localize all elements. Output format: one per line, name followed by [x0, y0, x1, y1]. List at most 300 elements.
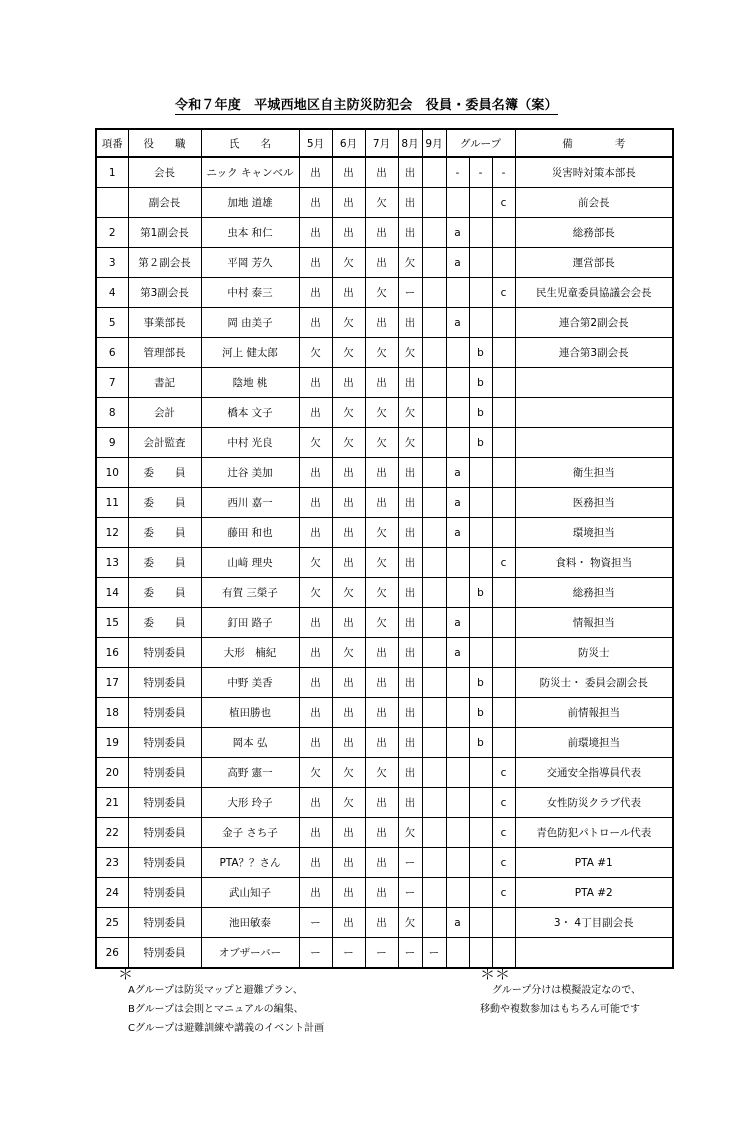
cell-july: 欠: [365, 278, 398, 308]
cell-august: 出: [398, 218, 422, 248]
cell-group-b: b: [469, 698, 492, 728]
cell-june: 出: [332, 157, 365, 188]
cell-group-b: [469, 818, 492, 848]
table-row: [96, 698, 673, 728]
cell-role: 委 員: [128, 608, 201, 638]
cell-june: 出: [332, 848, 365, 878]
cell-group-c: [492, 698, 515, 728]
cell-june: 出: [332, 608, 365, 638]
cell-june: 欠: [332, 638, 365, 668]
header-note: 備 考: [515, 129, 673, 157]
cell-june: 出: [332, 218, 365, 248]
cell-group-b: [469, 458, 492, 488]
cell-september: [422, 848, 446, 878]
cell-no: 25: [96, 908, 128, 938]
cell-name: 大形 玲子: [201, 788, 299, 818]
cell-group-a: a: [446, 908, 469, 938]
cell-june: 出: [332, 458, 365, 488]
table-row: [96, 548, 673, 578]
cell-june: ー: [332, 938, 365, 969]
cell-may: 出: [299, 218, 332, 248]
table-row: [96, 518, 673, 548]
cell-name: 中村 光良: [201, 428, 299, 458]
cell-may: 出: [299, 848, 332, 878]
cell-name: 有賀 三榮子: [201, 578, 299, 608]
cell-july: ー: [365, 938, 398, 969]
cell-role: 副会長: [128, 188, 201, 218]
cell-group-c: c: [492, 278, 515, 308]
cell-group-c: [492, 488, 515, 518]
cell-no: 3: [96, 248, 128, 278]
cell-june: 出: [332, 368, 365, 398]
cell-name: 中村 泰三: [201, 278, 299, 308]
cell-group-a: [446, 938, 469, 969]
cell-may: 欠: [299, 548, 332, 578]
cell-note: 連合第2副会長: [515, 308, 673, 338]
cell-group-c: [492, 608, 515, 638]
table-row: [96, 157, 673, 188]
cell-group-c: [492, 338, 515, 368]
cell-no: 20: [96, 758, 128, 788]
cell-group-b: [469, 938, 492, 969]
cell-group-b: [469, 518, 492, 548]
cell-september: [422, 788, 446, 818]
table-row: [96, 308, 673, 338]
cell-august: 出: [398, 728, 422, 758]
cell-no: 22: [96, 818, 128, 848]
cell-role: 特別委員: [128, 878, 201, 908]
cell-may: 出: [299, 368, 332, 398]
cell-june: 出: [332, 518, 365, 548]
cell-no: 14: [96, 578, 128, 608]
cell-june: 欠: [332, 578, 365, 608]
cell-note: 交通安全指導員代表: [515, 758, 673, 788]
cell-may: 出: [299, 188, 332, 218]
cell-august: 出: [398, 188, 422, 218]
header-name: 氏 名: [201, 129, 299, 157]
cell-group-b: [469, 908, 492, 938]
table-row: [96, 248, 673, 278]
cell-group-b: b: [469, 668, 492, 698]
table-row: [96, 278, 673, 308]
cell-name: 金子 さち子: [201, 818, 299, 848]
cell-september: [422, 398, 446, 428]
cell-role: 特別委員: [128, 668, 201, 698]
cell-no: 9: [96, 428, 128, 458]
cell-may: 出: [299, 668, 332, 698]
cell-september: [422, 338, 446, 368]
cell-note: 食料・ 物資担当: [515, 548, 673, 578]
cell-group-c: [492, 248, 515, 278]
cell-no: 15: [96, 608, 128, 638]
cell-september: [422, 188, 446, 218]
cell-no: 1: [96, 157, 128, 188]
cell-group-b: b: [469, 428, 492, 458]
cell-group-b: b: [469, 398, 492, 428]
cell-group-c: c: [492, 788, 515, 818]
cell-may: 出: [299, 638, 332, 668]
cell-group-c: [492, 578, 515, 608]
table-row: [96, 908, 673, 938]
cell-august: 出: [398, 608, 422, 638]
cell-group-c: c: [492, 878, 515, 908]
cell-name: 高野 憲一: [201, 758, 299, 788]
cell-may: 出: [299, 818, 332, 848]
note-line-1: グループ分けは模擬設定なので、: [492, 985, 641, 996]
cell-may: 欠: [299, 758, 332, 788]
cell-may: 出: [299, 308, 332, 338]
cell-september: [422, 908, 446, 938]
cell-role: 書記: [128, 368, 201, 398]
cell-note: [515, 368, 673, 398]
cell-group-a: a: [446, 248, 469, 278]
cell-group-c: [492, 728, 515, 758]
cell-july: 欠: [365, 608, 398, 638]
cell-role: 特別委員: [128, 638, 201, 668]
cell-august: 出: [398, 458, 422, 488]
header-group: グループ: [446, 129, 515, 157]
page-title: 令和７年度 平城西地区自主防災防犯会 役員・委員名簿（案）: [175, 94, 558, 115]
cell-august: 出: [398, 788, 422, 818]
cell-group-b: [469, 608, 492, 638]
notes-right: [480, 967, 641, 1019]
cell-role: 特別委員: [128, 848, 201, 878]
cell-role: 委 員: [128, 458, 201, 488]
cell-role: 特別委員: [128, 908, 201, 938]
cell-group-b: b: [469, 368, 492, 398]
cell-group-b: -: [469, 157, 492, 188]
cell-note: 民生児童委員協議会会長: [515, 278, 673, 308]
header-role: 役 職: [128, 129, 201, 157]
cell-note: 前環境担当: [515, 728, 673, 758]
cell-july: 出: [365, 818, 398, 848]
cell-name: 西川 嘉一: [201, 488, 299, 518]
cell-group-c: c: [492, 758, 515, 788]
cell-note: 医務担当: [515, 488, 673, 518]
cell-group-a: [446, 428, 469, 458]
cell-september: ー: [422, 938, 446, 969]
cell-role: 特別委員: [128, 938, 201, 969]
cell-june: 出: [332, 488, 365, 518]
cell-group-c: [492, 518, 515, 548]
cell-note: 連合第3副会長: [515, 338, 673, 368]
cell-note: PTA #2: [515, 878, 673, 908]
cell-no: 21: [96, 788, 128, 818]
cell-name: 植田勝也: [201, 698, 299, 728]
cell-name: 池田敏泰: [201, 908, 299, 938]
cell-no: 13: [96, 548, 128, 578]
cell-role: 委 員: [128, 518, 201, 548]
cell-september: [422, 698, 446, 728]
cell-august: 出: [398, 758, 422, 788]
cell-group-c: [492, 368, 515, 398]
cell-july: 出: [365, 248, 398, 278]
cell-note: 3・ 4丁目副会長: [515, 908, 673, 938]
cell-group-c: c: [492, 548, 515, 578]
cell-may: 出: [299, 788, 332, 818]
cell-role: 事業部長: [128, 308, 201, 338]
cell-group-c: [492, 218, 515, 248]
cell-no: 24: [96, 878, 128, 908]
cell-june: 出: [332, 878, 365, 908]
cell-group-c: [492, 398, 515, 428]
table-row: [96, 938, 673, 969]
cell-group-a: a: [446, 488, 469, 518]
cell-group-b: [469, 758, 492, 788]
cell-august: ー: [398, 878, 422, 908]
cell-july: 出: [365, 728, 398, 758]
cell-july: 出: [365, 788, 398, 818]
cell-name: ニック キャンベル: [201, 157, 299, 188]
cell-role: 第２副会長: [128, 248, 201, 278]
cell-no: 18: [96, 698, 128, 728]
cell-role: 特別委員: [128, 818, 201, 848]
cell-august: 欠: [398, 908, 422, 938]
cell-group-c: [492, 938, 515, 969]
cell-role: 特別委員: [128, 758, 201, 788]
cell-may: 出: [299, 878, 332, 908]
header-may: 5月: [299, 129, 332, 157]
header-july: 7月: [365, 129, 398, 157]
note-group-a: Aグループは防災マップと避難プラン、: [128, 985, 303, 996]
cell-note: PTA #1: [515, 848, 673, 878]
cell-august: ー: [398, 278, 422, 308]
note-group-b: Bグループは会則とマニュアルの編集、: [128, 1004, 304, 1015]
cell-may: 出: [299, 728, 332, 758]
note-mark-single: ＊: [118, 965, 134, 983]
header-june: 6月: [332, 129, 365, 157]
cell-august: 出: [398, 698, 422, 728]
cell-may: 出: [299, 608, 332, 638]
cell-september: [422, 157, 446, 188]
cell-name: 虫本 和仁: [201, 218, 299, 248]
cell-july: 出: [365, 308, 398, 338]
cell-september: [422, 548, 446, 578]
cell-role: 特別委員: [128, 698, 201, 728]
cell-group-c: c: [492, 818, 515, 848]
cell-group-a: [446, 698, 469, 728]
cell-no: 5: [96, 308, 128, 338]
table-row: [96, 848, 673, 878]
cell-may: 出: [299, 157, 332, 188]
cell-group-a: [446, 338, 469, 368]
cell-august: ー: [398, 938, 422, 969]
cell-role: 特別委員: [128, 788, 201, 818]
note-mark-double: ＊＊: [480, 965, 511, 983]
header-september: 9月: [422, 129, 446, 157]
cell-group-a: a: [446, 218, 469, 248]
cell-june: 欠: [332, 338, 365, 368]
cell-note: 環境担当: [515, 518, 673, 548]
cell-group-a: [446, 188, 469, 218]
cell-name: 山﨑 理央: [201, 548, 299, 578]
cell-july: 出: [365, 638, 398, 668]
cell-group-a: [446, 368, 469, 398]
cell-role: 第1副会長: [128, 218, 201, 248]
cell-july: 出: [365, 458, 398, 488]
table-row: [96, 218, 673, 248]
cell-august: 欠: [398, 818, 422, 848]
cell-group-b: [469, 878, 492, 908]
table-row: [96, 488, 673, 518]
header-august: 8月: [398, 129, 422, 157]
roster-body: [96, 157, 673, 968]
cell-group-a: [446, 788, 469, 818]
cell-may: 出: [299, 698, 332, 728]
table-row: [96, 398, 673, 428]
cell-may: 欠: [299, 578, 332, 608]
cell-no: 11: [96, 488, 128, 518]
cell-group-a: [446, 668, 469, 698]
cell-no: 17: [96, 668, 128, 698]
cell-june: 欠: [332, 758, 365, 788]
cell-september: [422, 248, 446, 278]
cell-september: [422, 728, 446, 758]
cell-role: 会長: [128, 157, 201, 188]
table-row: [96, 818, 673, 848]
cell-no: 10: [96, 458, 128, 488]
cell-note: [515, 398, 673, 428]
cell-june: 欠: [332, 788, 365, 818]
cell-name: 平岡 芳久: [201, 248, 299, 278]
table-row: [96, 878, 673, 908]
cell-note: 情報担当: [515, 608, 673, 638]
cell-note: 防災士: [515, 638, 673, 668]
cell-august: 出: [398, 368, 422, 398]
cell-july: 出: [365, 488, 398, 518]
table-row: [96, 188, 673, 218]
cell-name: 陰地 桃: [201, 368, 299, 398]
cell-september: [422, 668, 446, 698]
cell-august: 出: [398, 488, 422, 518]
cell-group-b: [469, 308, 492, 338]
cell-june: 出: [332, 278, 365, 308]
cell-no: 8: [96, 398, 128, 428]
cell-note: 青色防犯パトロール代表: [515, 818, 673, 848]
cell-group-a: [446, 728, 469, 758]
cell-no: 19: [96, 728, 128, 758]
cell-june: 出: [332, 728, 365, 758]
table-row: [96, 728, 673, 758]
note-group-c: Cグループは避難訓練や講義のイベント計画: [128, 1023, 325, 1034]
cell-august: 出: [398, 518, 422, 548]
cell-group-a: a: [446, 638, 469, 668]
cell-name: 中野 美香: [201, 668, 299, 698]
cell-note: 前会長: [515, 188, 673, 218]
cell-june: 出: [332, 818, 365, 848]
cell-july: 欠: [365, 398, 398, 428]
cell-july: 出: [365, 908, 398, 938]
cell-no: 23: [96, 848, 128, 878]
cell-august: ー: [398, 848, 422, 878]
table-row: [96, 638, 673, 668]
cell-september: [422, 878, 446, 908]
cell-no: [96, 188, 128, 218]
cell-group-b: [469, 188, 492, 218]
cell-name: 加地 道雄: [201, 188, 299, 218]
roster-table: [95, 128, 674, 969]
cell-group-a: [446, 818, 469, 848]
cell-july: 出: [365, 878, 398, 908]
cell-july: 出: [365, 218, 398, 248]
cell-role: 会計: [128, 398, 201, 428]
cell-note: 総務担当: [515, 578, 673, 608]
cell-june: 欠: [332, 308, 365, 338]
cell-group-a: a: [446, 308, 469, 338]
cell-name: 河上 健太郎: [201, 338, 299, 368]
cell-no: 4: [96, 278, 128, 308]
cell-september: [422, 308, 446, 338]
cell-august: 欠: [398, 398, 422, 428]
cell-note: 総務部長: [515, 218, 673, 248]
cell-september: [422, 218, 446, 248]
cell-september: [422, 818, 446, 848]
cell-group-a: a: [446, 458, 469, 488]
cell-note: 衛生担当: [515, 458, 673, 488]
cell-note: 女性防災クラブ代表: [515, 788, 673, 818]
cell-group-c: c: [492, 188, 515, 218]
cell-name: 橋本 文子: [201, 398, 299, 428]
cell-july: 欠: [365, 338, 398, 368]
cell-august: 出: [398, 668, 422, 698]
cell-name: 辻谷 美加: [201, 458, 299, 488]
notes-left: [118, 967, 324, 1038]
cell-september: [422, 488, 446, 518]
table-row: [96, 758, 673, 788]
cell-role: 特別委員: [128, 728, 201, 758]
cell-september: [422, 518, 446, 548]
cell-september: [422, 578, 446, 608]
cell-may: 欠: [299, 428, 332, 458]
table-row: [96, 338, 673, 368]
cell-september: [422, 758, 446, 788]
cell-june: 出: [332, 698, 365, 728]
cell-role: 会計監査: [128, 428, 201, 458]
cell-no: 12: [96, 518, 128, 548]
cell-group-c: -: [492, 157, 515, 188]
cell-august: 欠: [398, 428, 422, 458]
cell-july: 欠: [365, 758, 398, 788]
cell-july: 出: [365, 698, 398, 728]
cell-group-c: [492, 668, 515, 698]
cell-july: 欠: [365, 518, 398, 548]
cell-may: 出: [299, 398, 332, 428]
cell-group-b: [469, 488, 492, 518]
cell-august: 出: [398, 308, 422, 338]
cell-no: 2: [96, 218, 128, 248]
cell-group-a: -: [446, 157, 469, 188]
cell-group-a: [446, 578, 469, 608]
cell-may: ー: [299, 938, 332, 969]
cell-august: 欠: [398, 248, 422, 278]
cell-no: 6: [96, 338, 128, 368]
cell-june: 出: [332, 908, 365, 938]
cell-may: 出: [299, 518, 332, 548]
cell-name: 岡 由美子: [201, 308, 299, 338]
cell-note: 災害時対策本部長: [515, 157, 673, 188]
cell-july: 出: [365, 668, 398, 698]
cell-may: 出: [299, 248, 332, 278]
cell-july: 欠: [365, 188, 398, 218]
cell-name: 藤田 和也: [201, 518, 299, 548]
cell-group-c: [492, 638, 515, 668]
cell-group-a: [446, 878, 469, 908]
cell-role: 委 員: [128, 488, 201, 518]
cell-july: 欠: [365, 578, 398, 608]
cell-role: 第3副会長: [128, 278, 201, 308]
cell-june: 出: [332, 668, 365, 698]
cell-group-c: c: [492, 848, 515, 878]
